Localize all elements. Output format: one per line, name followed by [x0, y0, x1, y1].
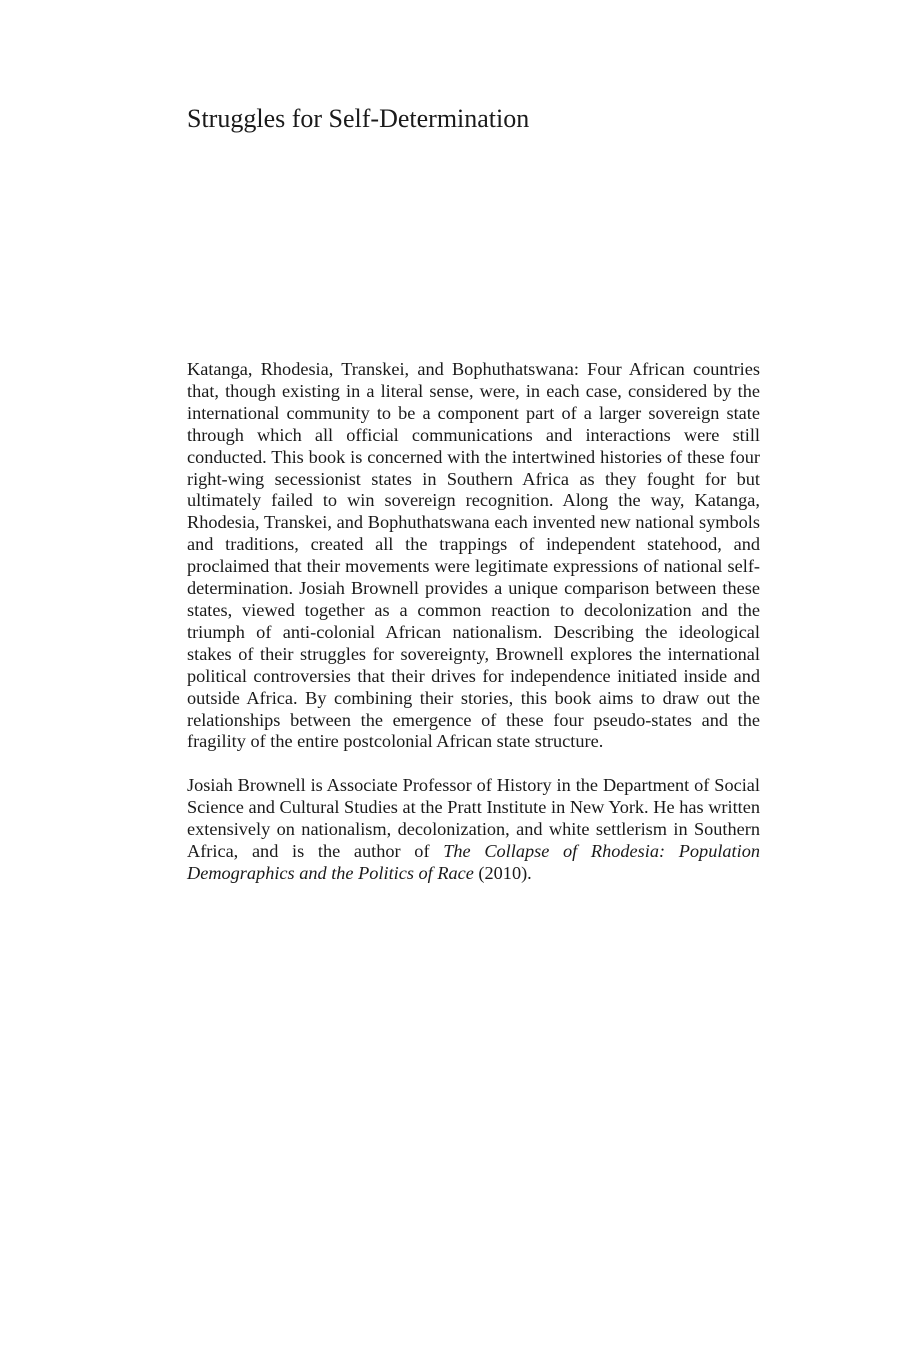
author-bio-text: Josiah Brownell is Associate Professor of History in the Department of Social Science and Cultural Studies at the Pratt Institute in New York. He has written extensively on nationalism, decolonization, and white settlerism in Southern Africa, and is the author of: [187, 775, 760, 862]
blurb-section: [187, 359, 760, 885]
page-title: Struggles for Self-Determination: [187, 104, 530, 133]
author-bio: [187, 775, 760, 885]
book-description: Katanga, Rhodesia, Transkei, and Bophuthatswana: Four African countries that, though existing in a literal sense, were, in each case, considered by the international community to be a component part of a larger sovereign state through which all official communications and interactions were still conducted. This book is concerned with the intertwined histories of these four right-wing secessionist states in Southern Africa as they fought for but ultimately failed to win sovereign recognition. Along the way, Katanga, Rhodesia, Transkei, and Bophuthatswana each invented new national symbols and traditions, created all the trappings of independent statehood, and proclaimed that their movements were legitimate expressions of national self-determination. Josiah Brownell provides a unique comparison between these states, viewed together as a common reaction to decolonization and the triumph of anti-colonial African nationalism. Describing the ideological stakes of their struggles for sovereignty, Brownell explores the international political controversies that their drives for independence initiated inside and outside Africa. By combining their stories, this book aims to draw out the relationships between the emergence of these four pseudo-states and the fragility of the entire postcolonial African state structure.: [187, 359, 760, 752]
author-bio-year: (2010).: [473, 862, 532, 883]
author-previous-book-title: The Collapse of Rhodesia: Population Demographics and the Politics of Race: [187, 841, 760, 883]
